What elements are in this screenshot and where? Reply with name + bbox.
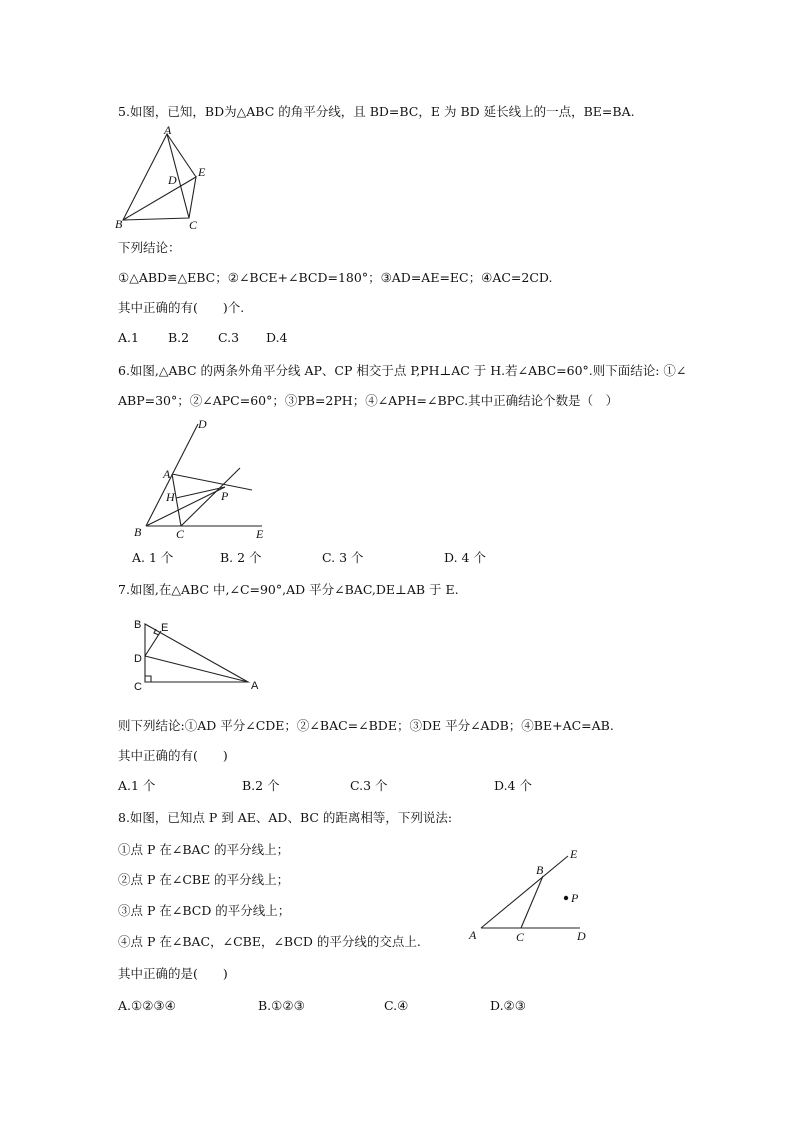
- q8-item-1: ①点 P 在∠BAC 的平分线上；: [118, 842, 290, 857]
- q5-option-c: C.3: [218, 330, 240, 345]
- q5-figure: [112, 122, 222, 232]
- q8-line-ae: [481, 856, 568, 928]
- q5-intro: 下列结论：: [118, 240, 181, 255]
- q8-figure: [466, 842, 596, 946]
- q6-figure: [128, 414, 276, 546]
- q8-item-3: ③点 P 在∠BCD 的平分线上；: [118, 903, 291, 918]
- q7-option-d: D.4 个: [494, 778, 532, 793]
- q5-label-e: E: [198, 165, 206, 179]
- q5-label-c: C: [189, 218, 198, 232]
- q8-item-2: ②点 P 在∠CBE 的平分线上；: [118, 872, 290, 887]
- q8-label-c: C: [516, 930, 525, 944]
- q5-option-d: D.4: [266, 330, 288, 345]
- q6-line-cp: [181, 468, 240, 526]
- q5-label-d: D: [168, 173, 177, 187]
- q8-option-b: B.①②③: [258, 998, 305, 1013]
- q5-label-a: A: [164, 123, 172, 137]
- q8-label-d: D: [577, 929, 586, 943]
- q8-item-4: ④点 P 在∠BAC，∠CBE，∠BCD 的平分线的交点上.: [118, 934, 421, 949]
- q5-option-b: B.2: [168, 330, 190, 345]
- q6-option-d: D. 4 个: [444, 550, 486, 565]
- q7-segment-ad: [145, 656, 248, 682]
- q7-option-c: C.3 个: [350, 778, 388, 793]
- q6-label-p: P: [221, 489, 229, 503]
- q6-label-a: A: [163, 467, 171, 481]
- q7-stem: 7.如图,在△ABC 中,∠C=90°,AD 平分∠BAC,DE⊥AB 于 E.: [118, 582, 459, 597]
- q7-ask: 其中正确的有( ): [118, 748, 228, 763]
- q7-right-angle-c: [145, 676, 151, 682]
- q8-label-b: B: [536, 863, 544, 877]
- q6-segment-bp: [146, 487, 225, 526]
- q7-items: 则下列结论:①AD 平分∠CDE；②∠BAC=∠BDE；③DE 平分∠ADB；④BE+AC=AB.: [118, 718, 614, 733]
- q8-stem: 8.如图，已知点 P 到 AE、AD、BC 的距离相等，下列说法:: [118, 810, 453, 825]
- q8-option-a: A.①②③④: [118, 998, 176, 1013]
- q7-option-a: A.1 个: [118, 778, 156, 793]
- q6-label-d: D: [198, 417, 207, 431]
- q7-label-d: D: [134, 653, 142, 665]
- q7-option-b: B.2 个: [242, 778, 280, 793]
- q7-label-b: B: [134, 619, 142, 631]
- q8-option-d: D.②③: [490, 998, 526, 1013]
- q5-triangle-abc: [123, 134, 189, 220]
- q6-option-b: B. 2 个: [220, 550, 262, 565]
- q8-ask: 其中正确的是( ): [118, 966, 228, 981]
- q6-label-b: B: [134, 525, 142, 539]
- q6-stem-line2: ABP=30°；②∠APC=60°；③PB=2PH；④∠APH=∠BPC.其中正确结论个数是（ ）: [118, 393, 619, 408]
- q7-label-a: A: [251, 680, 259, 692]
- q8-label-a: A: [469, 928, 477, 942]
- q8-point-p: [564, 896, 568, 900]
- q8-option-c: C.④: [384, 998, 409, 1013]
- q6-segment-ph: [176, 487, 225, 498]
- q7-figure: [128, 612, 266, 694]
- q5-items: ①△ABD≌△EBC；②∠BCE+∠BCD=180°；③AD=AE=EC；④AC=2CD.: [118, 270, 553, 285]
- q6-option-c: C. 3 个: [322, 550, 364, 565]
- q5-ask: 其中正确的有( )个.: [118, 300, 245, 315]
- q5-segment-ae: [167, 134, 196, 177]
- q8-label-e: E: [570, 847, 578, 861]
- q8-label-p: P: [571, 891, 579, 905]
- q6-option-a: A. 1 个: [132, 550, 174, 565]
- q6-label-h: H: [166, 490, 175, 504]
- q7-label-c: C: [134, 681, 142, 693]
- q6-label-c: C: [176, 527, 185, 541]
- q5-label-b: B: [115, 217, 123, 231]
- q6-line-ap: [172, 474, 252, 490]
- q6-label-e: E: [256, 527, 264, 541]
- q7-label-e: E: [161, 622, 169, 634]
- q5-stem: 5.如图，已知，BD为△ABC 的角平分线，且 BD=BC，E 为 BD 延长线上的一点，BE=BA.: [118, 104, 635, 119]
- q6-stem-line1: 6.如图,△ABC 的两条外角平分线 AP、CP 相交于点 P,PH⊥AC 于 H.若∠ABC=60°.则下面结论: ①∠: [118, 363, 687, 378]
- q5-option-a: A.1: [118, 330, 139, 345]
- q8-segment-bc: [521, 876, 543, 928]
